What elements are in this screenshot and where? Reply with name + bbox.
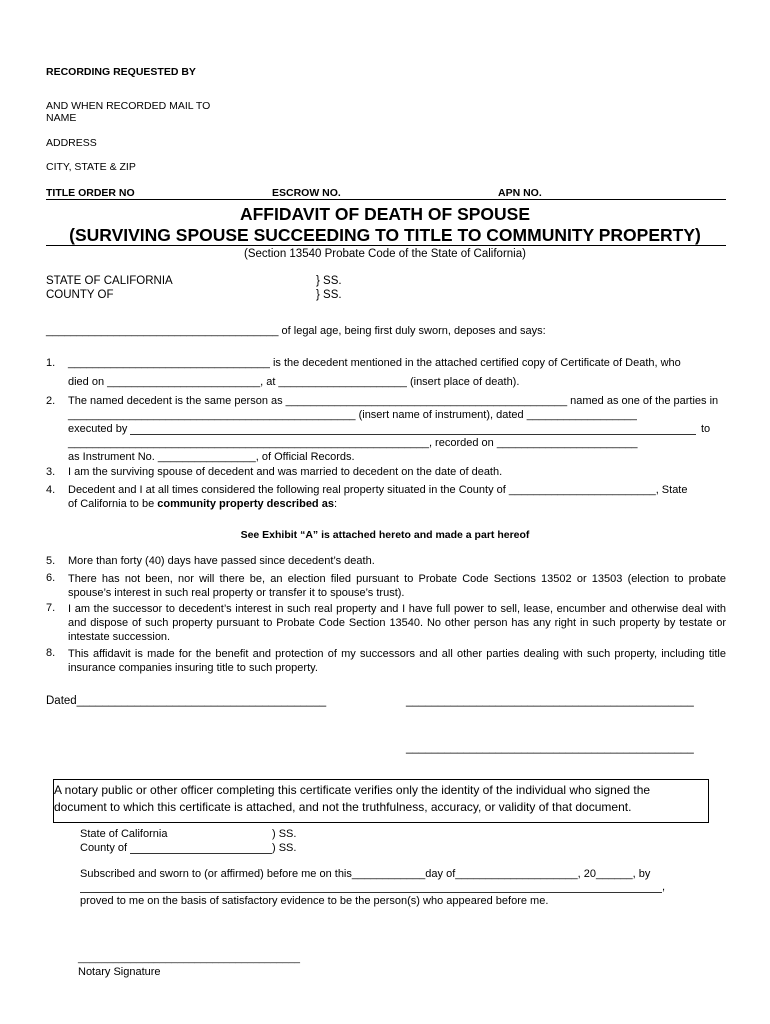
item-3-number: 3.: [46, 466, 56, 478]
item-8-number: 8.: [46, 647, 56, 659]
item-4-line-2-post: :: [333, 498, 338, 510]
affiant-signature-line[interactable]: _____________________________________________: [406, 695, 694, 707]
notary-ss-1: ) SS.: [272, 828, 297, 840]
header-divider: [46, 199, 726, 200]
title-divider: [46, 245, 726, 246]
item-4-line-2-pre: of California to be: [68, 498, 158, 510]
item-1-line-2: died on _________________________, at _____________________ (insert place of death).: [68, 376, 520, 388]
item-3-text: I am the surviving spouse of decedent and was married to decedent on the date of death.: [68, 466, 503, 478]
section-reference: (Section 13540 Probate Code of the State of California): [244, 248, 526, 260]
notary-ss-2: ) SS.: [272, 842, 297, 854]
item-2-to: to: [701, 423, 711, 435]
item-1-line-1: _________________________________ is the decedent mentioned in the attached certified copy of Certificate of Death, who: [68, 357, 681, 369]
venue-state: STATE OF CALIFORNIA: [46, 275, 173, 287]
affiant-printed-name-line[interactable]: _____________________________________________: [406, 742, 694, 754]
item-2-executed-by: executed by: [68, 423, 128, 435]
name-label: NAME: [46, 112, 77, 124]
item-2-line-5: as Instrument No. ________________, of Official Records.: [68, 451, 355, 463]
city-state-zip-label: CITY, STATE & ZIP: [46, 161, 136, 173]
item-2-line-4: ___________________________________________________________, recorded on _______________________: [68, 437, 638, 449]
item-4-community-property: community property described as: [157, 498, 334, 510]
notary-county-line[interactable]: [130, 853, 272, 854]
notary-county: County of: [80, 842, 128, 854]
exhibit-notice: See Exhibit “A” is attached hereto and made a part hereof: [240, 529, 530, 541]
jurat-comma: ,: [662, 881, 666, 893]
item-6-text: There has not been, nor will there be, an election filed pursuant to Probate Code Sections 13502 or 13503 (election to probate spouse’s interest in such real property or transfer it to spouse’s trust).: [68, 573, 726, 599]
item-2-number: 2.: [46, 395, 56, 407]
jurat-subscribed: Subscribed and sworn to (or affirmed) before me on this____________day of____________________, 20______, by: [80, 868, 651, 880]
item-5-text: More than forty (40) days have passed since decedent’s death.: [68, 555, 375, 567]
venue-county: COUNTY OF: [46, 289, 114, 301]
item-6-number: 6.: [46, 572, 56, 584]
notary-disclaimer-text: A notary public or other officer completing this certificate verifies only the identity of the individual who signed the document to which this certificate is attached, and not the truthfulness, accuracy, or validity of that document.: [54, 783, 651, 814]
escrow-no-label: ESCROW NO.: [272, 187, 341, 199]
venue-ss-1: } SS.: [316, 275, 342, 287]
jurat-proved: proved to me on the basis of satisfactory evidence to be the person(s) who appeared before me.: [80, 895, 549, 907]
item-4-line-2: [68, 498, 337, 510]
item-7-number: 7.: [46, 602, 56, 614]
notary-signature-label: Notary Signature: [78, 966, 161, 978]
venue-ss-2: } SS.: [316, 289, 342, 301]
item-4-line-1: Decedent and I at all times considered the following real property situated in the County of ________________________, State: [68, 484, 688, 496]
jurat-name-line[interactable]: [80, 892, 662, 893]
address-label: ADDRESS: [46, 137, 97, 149]
notary-signature-line[interactable]: ______________________________________: [78, 952, 300, 964]
item-5-number: 5.: [46, 555, 56, 567]
document-title: AFFIDAVIT OF DEATH OF SPOUSE: [239, 204, 531, 224]
notary-state: State of California: [80, 828, 168, 840]
item-4-number: 4.: [46, 484, 56, 496]
item-7-text: I am the successor to decedent’s interest in such real property and I have full power to sell, lease, encumber and otherwise deal with and dispose of such property pursuant to Probate Code Section 13540. No other person has any right in such property by testate or intestate succession.: [68, 603, 726, 643]
recording-requested-by: RECORDING REQUESTED BY: [46, 66, 196, 78]
item-1-number: 1.: [46, 357, 56, 369]
dated-line[interactable]: Dated_______________________________________: [46, 695, 327, 707]
executed-by-line: [130, 434, 696, 435]
affiant-intro: ______________________________________ of legal age, being first duly sworn, deposes and says:: [46, 325, 546, 337]
item-2-line-2: _______________________________________________ (insert name of instrument), dated __________________: [68, 409, 637, 421]
document-subtitle-line: (SURVIVING SPOUSE SUCCEEDING TO TITLE TO COMMUNITY PROPERTY): [69, 225, 701, 245]
mail-to-label: AND WHEN RECORDED MAIL TO: [46, 100, 211, 112]
title-order-no-label: TITLE ORDER NO: [46, 187, 135, 199]
item-2-line-1: The named decedent is the same person as ______________________________________________ named as one of the parties in: [68, 395, 719, 407]
apn-no-label: APN NO.: [498, 187, 542, 199]
item-8-text: This affidavit is made for the benefit and protection of my successors and all other parties dealing with such property, including title insurance companies insuring title to such property.: [68, 648, 726, 674]
